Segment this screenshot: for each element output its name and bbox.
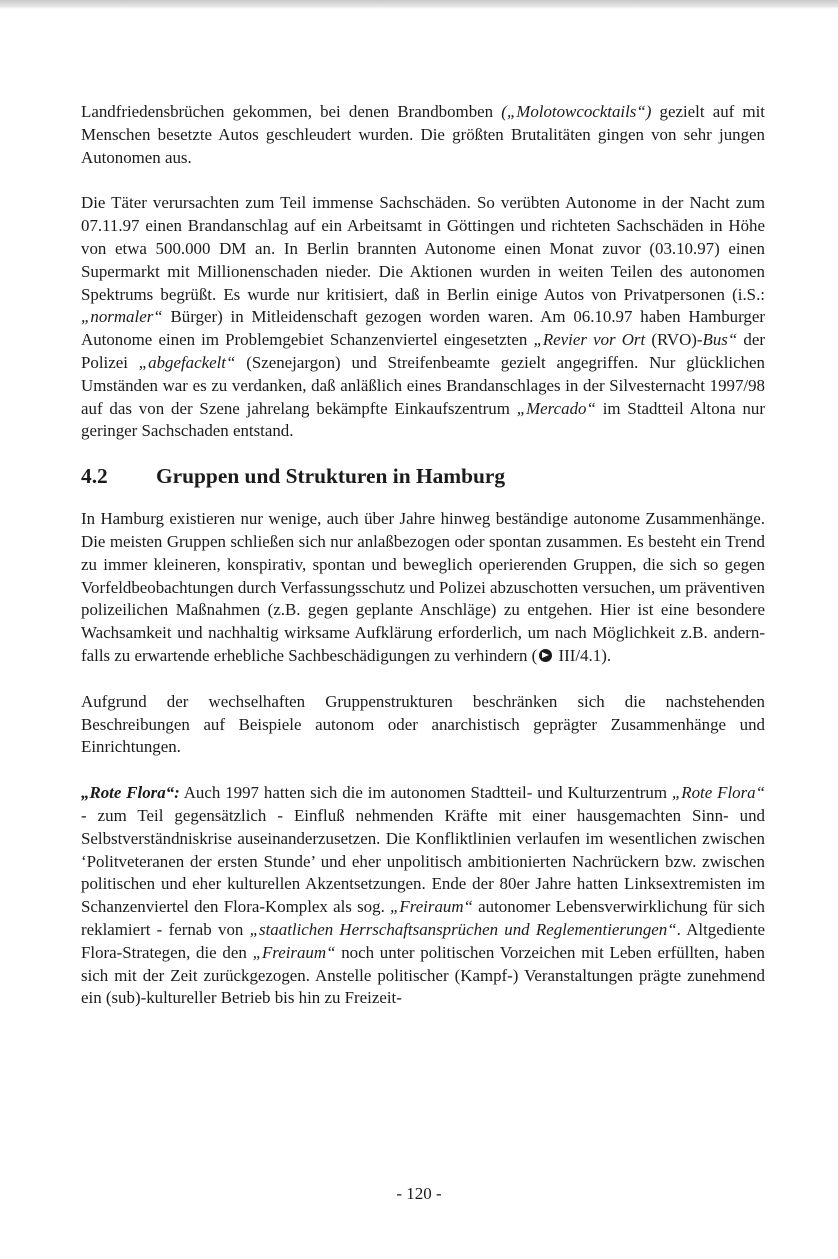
paragraph-3: In Hamburg existieren nur wenige, auch über Jahre hinweg beständige autonome Zusammenhänge. Die meisten Gruppen schließen sich nur anlaßbezogen oder spontan zusammen. Es besteht ein Trend zu immer kleineren, konspirativ, spontan und beweglich operierenden Gruppen, die sich so gegen Vorfeldbeobachtungen durch Verfassungsschutz und Polizei abzuschotten versuchen, um präventiven polizeilichen Maßnahmen (z.B. gegen geplante Anschläge) zu entgehen. Hier ist eine besondere Wachsamkeit und nachhaltig wirksame Aufklärung erforderlich, um nach Möglichkeit z.B. andernfalls zu erwartende erhebliche Sachbeschädigungen zu verhindern ( III/4.1). bbox=[81, 509, 765, 665]
paragraph-5: „Rote Flora“: Auch 1997 hatten sich die im autonomen Stadtteil- und Kulturzentrum „Rote Flora“ - zum Teil gegensätzlich - Einfluß nehmenden Kräfte mit einer hausgemachten Sinn- und Selbstverständniskrise auseinanderzusetzen. Die Konfliktlinien verlaufen im wesentlichen zwischen ‘Politveteranen der ersten Stunde’ und eher unpolitisch ambitionierten Nachrückern bzw. zwischen politischen und eher kulturellen Akzentsetzungen. Ende der 80er Jahre hatten Linksextremisten im Schanzenviertel den Flora-Komplex als sog. „Freiraum“ autonomer Lebensverwirklichung für sich reklamiert - fernab von „staatlichen Herrschaftsansprüchen und Reglementierungen“. Altgediente Flora-Strategen, die den „Freiraum“ noch unter politischen Vorzeichen mit Leben erfüllten, haben sich mit der Zeit zurückgezogen. Anstelle politischer (Kampf-) Veranstaltungen prägte zunehmend ein (sub)-kultureller Betrieb bis hin zu Freizeit- bbox=[81, 783, 766, 1008]
arrow-circle-icon bbox=[539, 649, 552, 662]
paragraph-2: Die Täter verursachten zum Teil immense Sachschäden. So verübten Autonome in der Nacht zum 07.11.97 einen Brandanschlag auf ein Arbeitsamt in Göttingen und richteten Sachschäden in Höhe von etwa 500.000 DM an. In Berlin brannten Autonome einen Monat zuvor (03.10.97) einen Supermarkt mit Millionenschaden nieder. Die Aktionen wurden in weiten Teilen des autonomen Spektrums begrüßt. Es wurde nur kritisiert, daß in Berlin einige Autos von Privatpersonen (i.S.: „normaler“ Bürger) in Mitleidenschaft gezogen worden waren. Am 06.10.97 haben Hamburger Autonome einen im Problemgebiet Schanzenviertel eingesetzten „Revier vor Ort (RVO)-Bus“ der Polizei „abgefackelt“ (Szenejargon) und Streifenbeamte gezielt angegriffen. Nur glücklichen Umständen war es zu verdanken, daß anläßlich eines Brandanschlages in der Silvesternacht 1997/98 auf das von der Szene jahrelang bekämpfte Einkaufszentrum „Mercado“ im Stadtteil Altona nur geringer Sachschaden entstand. bbox=[81, 193, 766, 441]
emphasis: „normaler“ bbox=[81, 307, 163, 327]
cross-reference: III/4.1 bbox=[558, 645, 602, 665]
emphasis: „Freiraum“ bbox=[390, 897, 473, 917]
document-page bbox=[81, 101, 765, 1010]
paragraph-4: Aufgrund der wechselhaften Gruppenstrukturen beschränken sich die nachstehenden Beschreibungen auf Beispiele autonom oder anarchistisch geprägter Zusammenhänge und Einrichtungen. bbox=[81, 691, 765, 757]
paragraph-1: Landfriedensbrüchen gekommen, bei denen Brandbomben („Molotowcocktails“) gezielt auf mit Menschen besetzte Autos geschleudert wurden. Die größten Brutalitäten gingen von sehr jungen Autonomen aus. bbox=[81, 102, 765, 167]
emphasis: „abgefackelt“ bbox=[138, 352, 236, 372]
paragraph-lead: „Rote Flora“: bbox=[81, 783, 180, 803]
emphasis: („Molotowcocktails“) bbox=[501, 102, 652, 121]
emphasis: „Rote Flora“ bbox=[671, 783, 765, 803]
emphasis: „Revier vor Ort bbox=[533, 330, 646, 350]
emphasis: „staatlichen Herrschaftsansprüchen und Reglementierungen“ bbox=[249, 919, 677, 939]
section-number: 4.2 bbox=[81, 464, 108, 489]
section-title: Gruppen und Strukturen in Hamburg bbox=[156, 464, 506, 489]
scan-top-edge bbox=[0, 0, 838, 9]
emphasis: „Mercado“ bbox=[516, 398, 596, 418]
section-heading bbox=[81, 463, 765, 489]
emphasis: „Freiraum“ bbox=[252, 942, 336, 962]
page-number: - 120 - bbox=[396, 1184, 442, 1203]
emphasis: Bus“ bbox=[702, 330, 738, 350]
